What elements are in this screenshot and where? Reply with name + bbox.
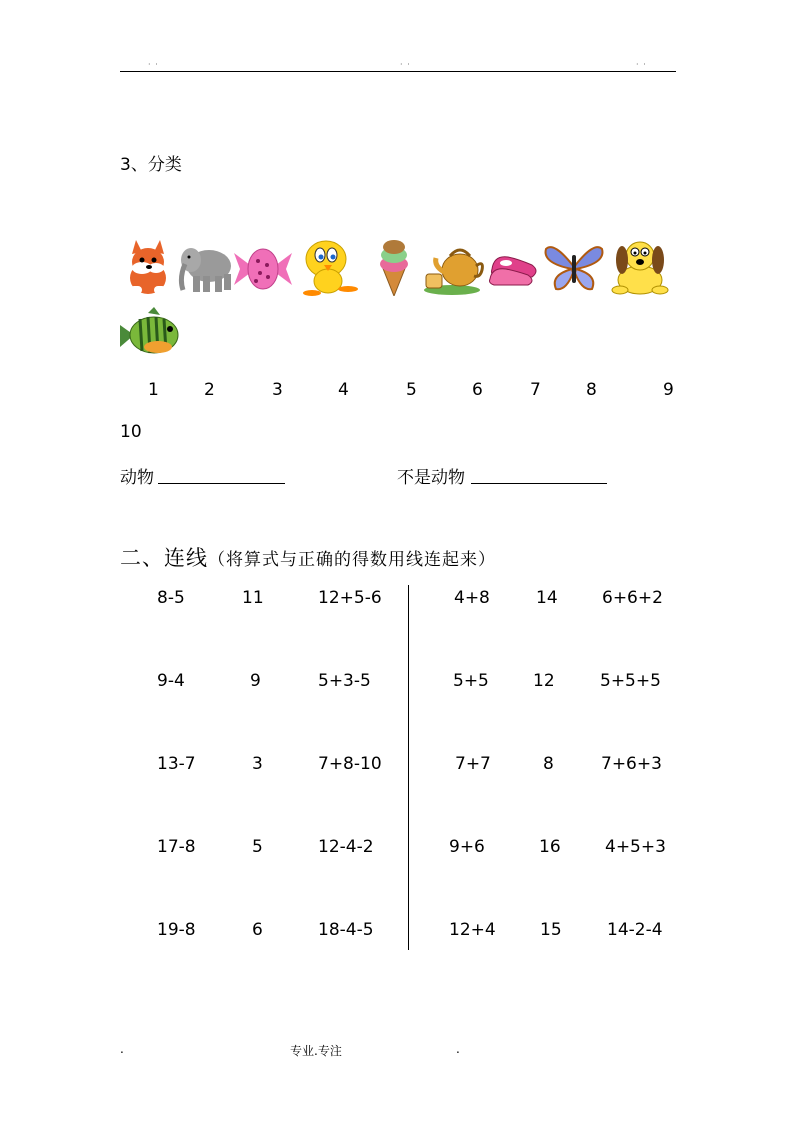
section-title-classify: 3、分类: [120, 155, 182, 175]
picture-number-1: 1: [148, 380, 159, 400]
right-expr-5: 12+4: [449, 920, 496, 940]
picture-number-10: 10: [120, 422, 142, 442]
ice-cream-icon: [374, 238, 414, 296]
right-expr2-5: 14-2-4: [607, 920, 663, 940]
elephant-icon: [177, 240, 235, 296]
footer-text: 专业.专注: [290, 1044, 342, 1058]
fox-icon: [120, 240, 176, 298]
picture-number-6: 6: [472, 380, 483, 400]
right-expr-4: 9+6: [449, 837, 485, 857]
bird-icon: [298, 237, 362, 297]
left-expr2-4: 12-4-2: [318, 837, 374, 857]
butterfly-icon: [544, 241, 604, 293]
right-expr2-3: 7+6+3: [601, 754, 662, 774]
part-title-matching: [120, 542, 496, 572]
fish-icon: [120, 307, 180, 363]
animal-answer-blank[interactable]: [158, 483, 285, 484]
animal-label: 动物: [120, 468, 154, 488]
header-dots-center: · ·: [400, 60, 411, 69]
header-dots-left: · ·: [148, 60, 159, 69]
right-expr-2: 5+5: [453, 671, 489, 691]
right-answer-4: 16: [539, 837, 561, 857]
right-answer-5: 15: [540, 920, 562, 940]
right-answer-3: 8: [543, 754, 554, 774]
header-rule: [120, 71, 676, 72]
left-expr-2: 9-4: [157, 671, 185, 691]
left-expr-1: 8-5: [157, 588, 185, 608]
part-title-instructions: （将算式与正确的得数用线连起来）: [208, 550, 496, 570]
picture-number-5: 5: [406, 380, 417, 400]
candy-icon: [232, 243, 294, 293]
right-answer-2: 12: [533, 671, 555, 691]
dog-icon: [608, 238, 670, 296]
right-expr-1: 4+8: [454, 588, 490, 608]
right-answer-1: 14: [536, 588, 558, 608]
right-expr-3: 7+7: [455, 754, 491, 774]
footer-dot-right: .: [456, 1042, 460, 1056]
left-expr-5: 19-8: [157, 920, 196, 940]
shoes-icon: [488, 249, 540, 287]
right-expr2-4: 4+5+3: [605, 837, 666, 857]
column-divider: [408, 585, 409, 950]
left-answer-5: 6: [252, 920, 263, 940]
left-expr-3: 13-7: [157, 754, 196, 774]
left-expr2-3: 7+8-10: [318, 754, 382, 774]
right-expr2-1: 6+6+2: [602, 588, 663, 608]
non-animal-answer-blank[interactable]: [471, 483, 607, 484]
left-answer-2: 9: [250, 671, 261, 691]
picture-number-4: 4: [338, 380, 349, 400]
left-expr-4: 17-8: [157, 837, 196, 857]
left-expr2-5: 18-4-5: [318, 920, 374, 940]
left-expr2-1: 12+5-6: [318, 588, 382, 608]
header-dots-right: · ·: [636, 60, 647, 69]
picture-number-2: 2: [204, 380, 215, 400]
picture-strip: [120, 235, 680, 365]
picture-number-8: 8: [586, 380, 597, 400]
picture-number-3: 3: [272, 380, 283, 400]
non-animal-label: 不是动物: [397, 468, 465, 488]
part-title-main: 二、连线: [120, 546, 208, 570]
left-answer-4: 5: [252, 837, 263, 857]
left-expr2-2: 5+3-5: [318, 671, 371, 691]
footer-dot-left: .: [120, 1042, 124, 1056]
picture-number-9: 9: [663, 380, 674, 400]
left-answer-3: 3: [252, 754, 263, 774]
left-answer-1: 11: [242, 588, 264, 608]
teapot-icon: [422, 238, 484, 296]
picture-number-7: 7: [530, 380, 541, 400]
right-expr2-2: 5+5+5: [600, 671, 661, 691]
